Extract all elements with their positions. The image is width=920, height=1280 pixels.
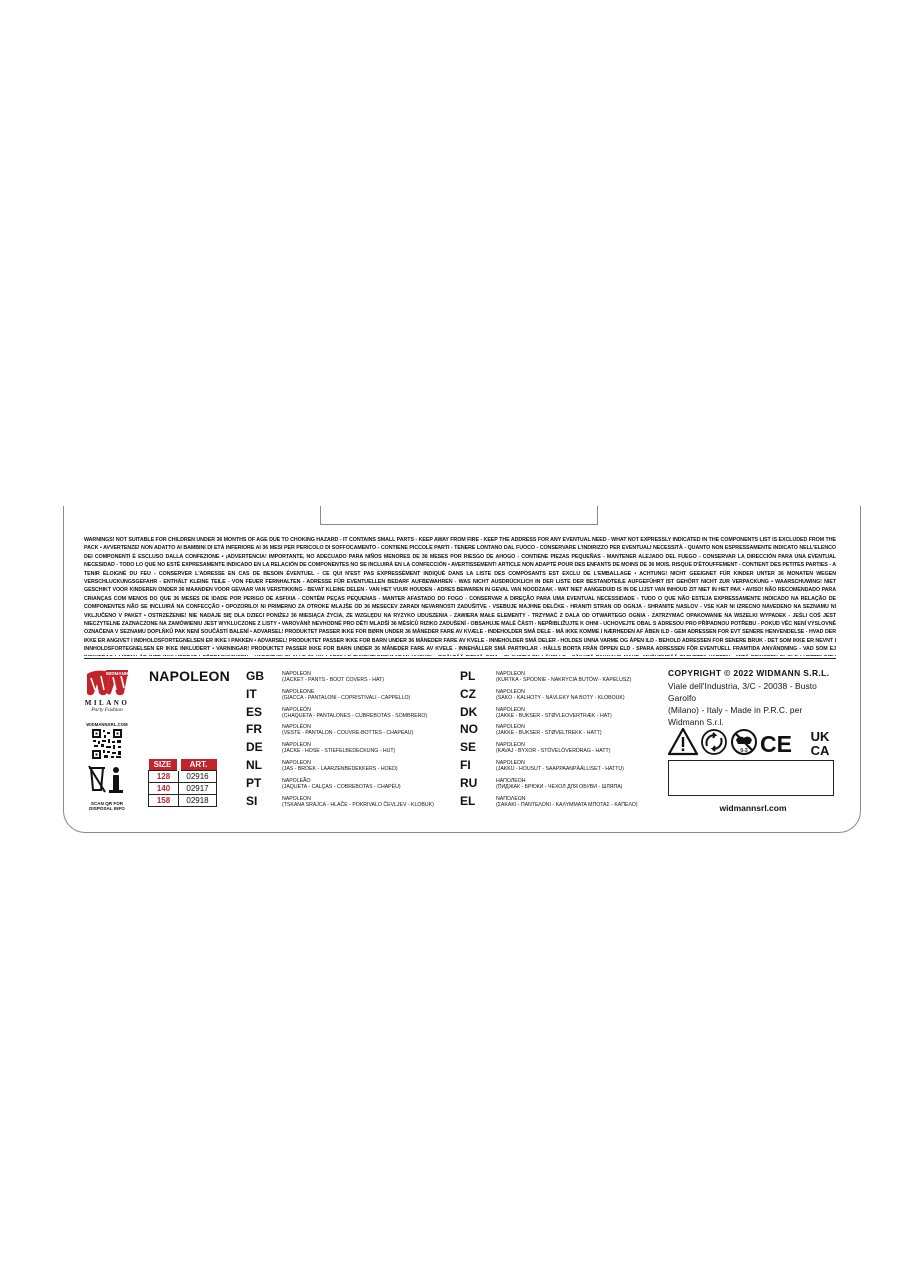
qr-url-label: WIDMANNSRL.COM xyxy=(86,722,128,727)
language-contents: (GIACCA - PANTALONI - COPRISTIVALI - CAPPELLO) xyxy=(282,694,411,701)
language-contents: (JAKKE - BUKSER - STØVLEOVERTRÆK - HAT) xyxy=(496,712,612,719)
language-product-name: NAPOLEON xyxy=(282,795,311,802)
language-code: RU xyxy=(460,775,478,790)
copyright-text: COPYRIGHT © 2022 WIDMANN S.R.L. xyxy=(668,668,830,678)
language-product-name: NAPOLEON xyxy=(282,759,311,766)
svg-text:UK: UK xyxy=(810,729,830,744)
ce-mark-icon xyxy=(760,731,792,756)
art-cell: 02918 xyxy=(179,795,217,807)
batch-code-box xyxy=(668,760,834,796)
language-code: IT xyxy=(246,686,257,701)
language-product-name: NAPOLÉON xyxy=(282,724,311,731)
language-contents: (TSKANA SRAJCA - HLAČE - POKRIVALO ČEVLJEV - KLOBUK) xyxy=(282,801,434,808)
widmann-logo-icon xyxy=(84,668,130,698)
svg-text:CA: CA xyxy=(810,743,830,756)
svg-text:WIDMANN: WIDMANN xyxy=(105,671,129,676)
language-contents: (KAVAJ - BYXOR - STÖVELÖVERDRAG - HATT) xyxy=(496,748,611,755)
qr-block xyxy=(85,722,129,811)
compliance-symbols xyxy=(668,728,838,756)
language-item xyxy=(246,795,434,813)
language-product-name: NAPOLEONE xyxy=(282,688,315,695)
language-contents: (ПИДЖАК - БРЮКИ - ЧЕХОЛ ДЛЯ ОБУВИ - ШЛЯПА) xyxy=(496,783,623,790)
language-item xyxy=(460,795,638,813)
language-item xyxy=(460,759,638,777)
ukca-mark-icon xyxy=(811,729,830,756)
language-product-name: NAPOLEON xyxy=(496,706,525,713)
language-contents: (JAQUETA - CALÇAS - COBREBOTAS - CHAPÉU) xyxy=(282,783,401,790)
website-text: widmannsrl.com xyxy=(719,803,787,813)
language-code: SI xyxy=(246,793,258,808)
language-contents: (JAKKU - HOUSUT - SAAPPAANPÄÄLLISET - HATTU) xyxy=(496,765,624,772)
language-code: CZ xyxy=(460,686,476,701)
recycle-icon xyxy=(702,730,726,754)
language-item xyxy=(246,706,434,724)
language-code: EL xyxy=(460,793,476,808)
language-product-name: НАПОЛЕОН xyxy=(496,777,526,784)
language-product-name: NAPOLEÃO xyxy=(282,777,311,784)
language-item xyxy=(460,670,638,688)
brand-logo xyxy=(84,668,130,713)
language-list-right xyxy=(460,670,638,812)
size-cell: 128 xyxy=(149,771,179,783)
art-cell: 02916 xyxy=(179,771,217,783)
language-product-name: NAPOLEON xyxy=(496,671,525,677)
size-header: SIZE xyxy=(149,759,179,771)
size-cell: 158 xyxy=(149,795,179,807)
svg-text:0-3: 0-3 xyxy=(740,748,748,754)
hang-tab-outline xyxy=(320,506,598,525)
language-contents: (KURTKA - SPODNIE - NAKRYCIA BUTÓW - KAPELUSZ) xyxy=(496,677,632,683)
language-code: DK xyxy=(460,704,478,719)
language-product-name: NAPOLEON xyxy=(496,688,525,695)
age-restriction-icon xyxy=(732,730,756,754)
divider xyxy=(84,658,836,659)
language-item xyxy=(246,759,434,777)
address xyxy=(668,680,838,728)
table-row xyxy=(149,771,217,783)
language-list-left xyxy=(246,670,434,812)
language-code: NO xyxy=(460,722,478,737)
language-code: PT xyxy=(246,775,262,790)
language-item xyxy=(460,706,638,724)
company-info xyxy=(668,668,838,728)
language-contents: (JAS - BROEK - LAARZENBEDEKKERS - HOED) xyxy=(282,765,398,772)
language-item xyxy=(246,723,434,741)
language-contents: (CHAQUETA - PANTALONES - CUBREBOTAS - SOMBRERO) xyxy=(282,712,428,719)
language-code: DE xyxy=(246,740,263,755)
language-product-name: NAPOLEÓN xyxy=(282,706,311,713)
language-item xyxy=(460,688,638,706)
language-product-name: NAPOLEON xyxy=(282,742,311,749)
art-header: ART. xyxy=(179,759,217,771)
language-contents: (JAKKE - BUKSER - STØVELTREKK - HATT) xyxy=(496,730,602,737)
language-product-name: ΝΑΠΟΛΕΩΝ xyxy=(496,795,526,802)
language-item xyxy=(460,741,638,759)
language-item xyxy=(246,777,434,795)
language-code: GB xyxy=(246,669,264,683)
language-code: FI xyxy=(460,757,471,772)
language-item xyxy=(460,777,638,795)
language-product-name: NAPOLEON xyxy=(496,742,525,749)
language-item xyxy=(246,741,434,759)
language-contents: (ΣΑΚΑΚΙ - ΠΑΝΤΕΛΟΝΙ - ΚΑΛΥΜΜΑΤΑ ΜΠΟΤΑΣ - ΚΑΠΕΛΟ) xyxy=(496,801,638,808)
product-name: NAPOLEON xyxy=(149,668,230,684)
language-product-name: NAPOLEON xyxy=(282,671,311,677)
language-code: SE xyxy=(460,740,477,755)
table-row xyxy=(149,783,217,795)
language-code: PL xyxy=(460,669,476,683)
svg-text:CE: CE xyxy=(760,731,792,756)
language-product-name: NAPOLEON xyxy=(496,724,525,731)
language-code: ES xyxy=(246,704,263,719)
language-item xyxy=(246,670,434,688)
language-item xyxy=(246,688,434,706)
disposal-label: SCAN QR FOR DISPOSAL INFO xyxy=(89,801,125,812)
art-cell: 02917 xyxy=(179,783,217,795)
size-cell: 140 xyxy=(149,783,179,795)
address-line: Viale dell'Industria, 3/C - 20038 - Busto Garolfo xyxy=(668,681,817,703)
brand-tagline: Party Fashion xyxy=(91,707,123,713)
brand-city: MILANO xyxy=(84,699,130,707)
qr-code-icon xyxy=(85,729,129,759)
warning-triangle-icon xyxy=(669,729,697,754)
address-line: (Milano) - Italy - Made in P.R.C. per Widmann S.r.l. xyxy=(668,705,803,727)
language-item xyxy=(460,723,638,741)
language-code: NL xyxy=(246,757,262,772)
language-contents: (SAKO - KALHOTY - NÁVLEKY NA BOTY - KLOBOUK) xyxy=(496,694,625,701)
size-table xyxy=(148,759,217,807)
language-product-name: NAPOLEON xyxy=(496,759,525,766)
language-contents: (JACKE - HOSE - STIEFELBEDECKUNG - HUT) xyxy=(282,748,396,755)
disposal-bin-icon xyxy=(85,764,129,794)
table-row xyxy=(149,795,217,807)
language-code: FR xyxy=(246,722,262,737)
language-contents: (JACKET - PANTS - BOOT COVERS - HAT) xyxy=(282,677,384,683)
warnings-text: WARNINGS! NOT SUITABLE FOR CHILDREN UNDER 36 MONTHS OF AGE DUE TO CHOKING HAZARD - IT CONTAINS SMALL PARTS - KEEP AWAY FROM FIRE - KEEP THE ADDRESS FOR ANY EVENTUAL NEED - WHAT NOT EXPRESSLY INDICATED IN THE COMPONENTS LIST IS EXCLUDED FROM THE PACK • AVVERTENZE! NON ADATTO AI BAMBINI DI ETÀ INFERIORE AI 36 MESI PER PERICOLO DI SOFFOCAMENTO - CONTIENE PICCOLE PARTI - TENERE LONTANO DAL FUOCO - CONSERVARE L'INDIRIZZO PER EVENTUALI NECESSITÀ - QUANTO NON ESPRESSAMENTE INDICATO NELL'ELENCO DEI COMPONENTI È ESCLUSO DALLA CONFEZIONE • ¡ADVERTENCIA! IMPORTANTE, NO ADECUADO PARA NIÑOS MENORES DE 36 MESES POR RIESGO DE AHOGO - CONTIENE PIEZAS PEQUEÑAS - MANTENER ALEJADO DEL FUEGO - CONSERVAR LA DIRECCIÓN PARA UNA EVENTUAL NECESIDAD - TODO LO QUE NO ESTÉ EXPRESAMENTE INDICADO EN LA RELACIÓN DE COMPONENTES NO SE INCLUIRÁ EN LA CONFECCIÓN • AVERTISSEMENT! ARTICLE NON ADAPTÉ POUR DES ENFANTS DE MOINS DE 36 MOIS. RISQUE D'ÉTOUFFEMENT - CONTIENT DES PETITES PARTIES - A TENIR ÉLOIGNÉ DU FEU - CONSERVER L'ADRESSE EN CAS DE BESOIN ÉVENTUEL - CE QUI N'EST PAS EXPRESSÉMENT INDIQUÉ DANS LA LISTE DES COMPOSANTS EST EXCLU DE L'EMBALLAGE • ACHTUNG! NICHT GEEIGNET FÜR KINDER UNTER 36 MONATEN WEGEN VERSCHLUCKUNGSGEFAHR - ENTHÄLT KLEINE TEILE - VON FEUER FERNHALTEN - ADRESSE FÜR EVENTUELLEN BEDARF AUFBEWAHREN - WAS NICHT AUSDRÜCKLICH IN DER LISTE DER BESTANDTEILE AUFGEFÜHRT IST GEHÖRT NICHT ZUR VERPACKUNG • WAARSCHUWING! NIET GESCHIKT VOOR KINDEREN ONDER 36 MAANDEN VOOR GEVAAR VAN VERSTIKKING - BEVAT KLEINE DELEN - VAN HET VUUR HOUDEN - ADRES BEWAREN IN GEVAL VAN NOODZAAK - WAT NIET AANGEDUID IS IN DE LIJST VAN INHOUD ZIT NIET IN HET PAK • AVISO! NÃO RECOMENDADO PARA CRIANÇAS COM MENOS DO QUE 36 MESES DE IDADE POR PERIGO DE ASFIXIA - CONTÉM PEÇAS PEQUENAS - MANTER AFASTADO DO FOGO - CONSERVAR A DIREÇÃO PARA UMA EVENTUAL NECESSIDADE - TUDO O QUE NÃO ESTEJA EXPRESSAMENTE INDICADO NA RELAÇÃO DE COMPONENTES NÃO SE INCLUIRÁ NA CONFECÇÃO • OPOZORILO! NI PRIMERNO ZA OTROKE MLAJŠE OD 36 MESECEV ZARADI NEVARNOSTI ZADUŠITVE - VSEBUJE MAJHNE DELČKE - HRANITI STRAN OD OGNJA - SHRANITE NASLOV - VSE KAR NI IZRECNO NAVEDENO NA SEZNAMU NI VKLJUČENO V PAKET • OSTRZEŻENIE! NIE NADAJE SIĘ DLA DZIECI PONIŻEJ 36 MIESIĄCA ŻYCIA, ZE WZGLĘDU NA RYZYKO UDUSZENIA - ZAWIERA MAŁE ELEMENTY - TRZYMAĆ Z DALA OD OTWARTEGO OGNIA - ZATRZYMAĆ OPAKOWANIE NA WSZELKI WYPADEK - JEŚLI COŚ JEST NIECZYTELNE ZAZNACZONE NA ZAMÓWIENIU JEST WYKLUCZONE Z LISTY • VAROVÁNÍ! NEVHODNÉ PRO DĚTI MLADŠÍ 36 MĚSÍCŮ RIZIKO ZADUŠENÍ - OBSAHUJE MALÉ ČÁSTI - NEPŘIBLIŽUJTE K OHNI - UCHOVEJTE OBAL S ADRESOU PRO PŘÍPADNOU POTŘEBU - POKUD VĚC NENÍ VÝSLOVNĚ OZNAČENA V SEZNAMU DOPLŇKŮ PAK NENÍ SOUČÁSTÍ BALENÍ • ADVARSEL! PRODUKTET PASSER IKKE FOR BØRN UNDER 36 MÅNEDER FARE AV KVÆLE - INDEHOLDER SMÅ DELE - MÅ IKKE KOMME I NÆRHEDEN AF ÅBEN ILD - GEM ADRESSEN FOR EVT SENERE HENVENDELSE - HVAD DER IKKE ER ANGIVET I INDHOLDSFORTEGNELSEN ER IKKE I PAKKEN • ADVARSEL! PRODUKTET PASSER IKKE FOR BARN UNDER 36 MÅNEDER FARE AV KVELE - INNEHOLDER SMÅ DELER - HOLDES UNNA VARME OG ÅPEN ILD - BEHOLD ADRESSEN FOR SENERE BRUK - DET SOM IKKE ER NEVNT I INNHOLDSFORTEGNELSEN ER IKKE INKLUDERT • VARNINGAR! PRODUKTET PASSER IKKE FOR BARN UNDER 36 MÅNEDER FARE AV KVELE - INNEHÅLLER SMÅ PARTIKLAR - HÅLLS BORTA FRÅN ÖPPEN ELD - SPARA ADRESSEN FÖR EVENTUELL FRAMTIDA ANVÄNDNING - VAD SOM EJ xyxy=(84,537,836,653)
language-contents: (VESTE - PANTALON - COUVRE-BOTTES - CHAPEAU) xyxy=(282,730,414,737)
